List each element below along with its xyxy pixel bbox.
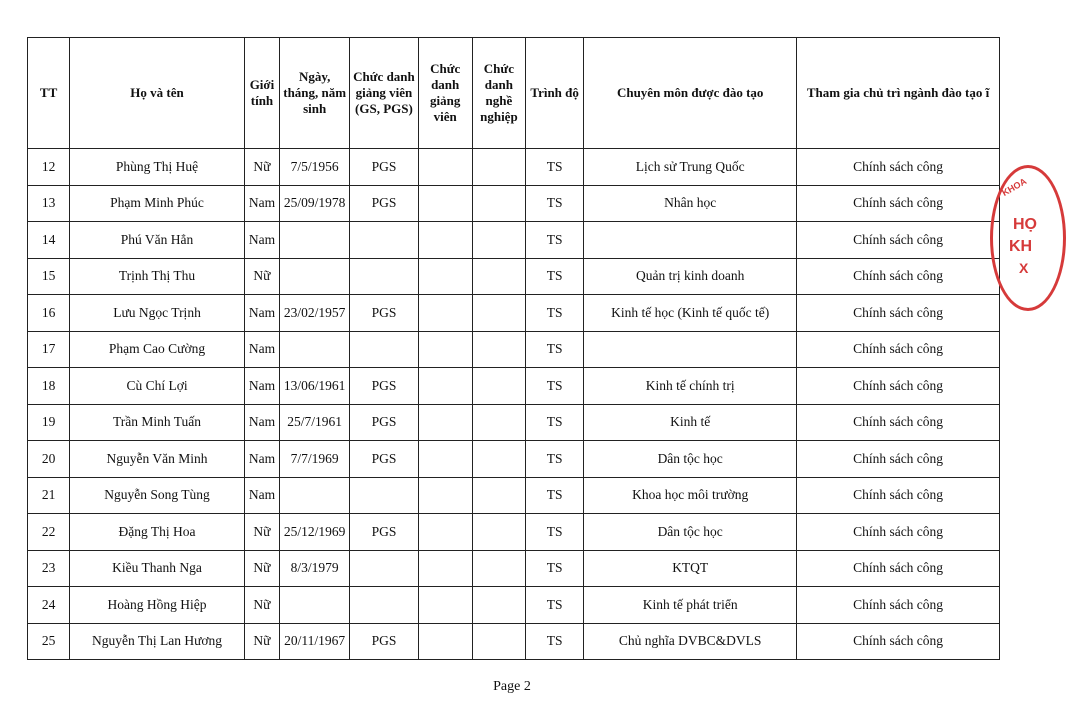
cell-specialty: Kinh tế [584, 404, 797, 441]
cell-specialty: Dân tộc học [584, 514, 797, 551]
cell-program: Chính sách công [797, 149, 1000, 186]
cell-gender: Nam [244, 331, 279, 368]
cell-specialty: Kinh tế học (Kinh tế quốc tế) [584, 295, 797, 332]
cell-lecturer-title [418, 477, 472, 514]
cell-professional-title [472, 514, 525, 551]
cell-name: Phạm Cao Cường [70, 331, 245, 368]
cell-professional-title [472, 258, 525, 295]
table-row [28, 404, 1000, 441]
cell-dob: 23/02/1957 [280, 295, 350, 332]
cell-degree: TS [526, 623, 584, 660]
cell-name: Phùng Thị Huệ [70, 149, 245, 186]
cell-dob: 20/11/1967 [280, 623, 350, 660]
cell-lecturer-title [418, 404, 472, 441]
cell-academic-title [350, 222, 418, 259]
cell-academic-title: PGS [350, 404, 418, 441]
cell-degree: TS [526, 258, 584, 295]
faculty-table [27, 37, 1000, 660]
cell-gender: Nữ [244, 258, 279, 295]
cell-gender: Nam [244, 404, 279, 441]
stamp-text: KHOA [1000, 176, 1029, 198]
cell-program: Chính sách công [797, 587, 1000, 624]
cell-professional-title [472, 368, 525, 405]
table-row [28, 441, 1000, 478]
table-row [28, 477, 1000, 514]
cell-degree: TS [526, 149, 584, 186]
cell-academic-title [350, 258, 418, 295]
cell-academic-title [350, 587, 418, 624]
cell-gender: Nam [244, 368, 279, 405]
cell-academic-title: PGS [350, 149, 418, 186]
stamp-text: HỌ [1013, 216, 1037, 233]
cell-program: Chính sách công [797, 331, 1000, 368]
cell-professional-title [472, 441, 525, 478]
cell-professional-title [472, 185, 525, 222]
cell-degree: TS [526, 404, 584, 441]
cell-tt: 21 [28, 477, 70, 514]
cell-lecturer-title [418, 514, 472, 551]
table-row [28, 258, 1000, 295]
cell-dob [280, 258, 350, 295]
cell-program: Chính sách công [797, 368, 1000, 405]
cell-gender: Nữ [244, 514, 279, 551]
cell-program: Chính sách công [797, 623, 1000, 660]
header-professional-title: Chức danh nghề nghiệp [472, 38, 525, 149]
cell-tt: 23 [28, 550, 70, 587]
cell-dob: 13/06/1961 [280, 368, 350, 405]
table-row [28, 550, 1000, 587]
cell-degree: TS [526, 295, 584, 332]
cell-lecturer-title [418, 185, 472, 222]
cell-dob: 7/5/1956 [280, 149, 350, 186]
cell-name: Trần Minh Tuấn [70, 404, 245, 441]
cell-lecturer-title [418, 587, 472, 624]
cell-gender: Nam [244, 185, 279, 222]
cell-academic-title: PGS [350, 368, 418, 405]
cell-degree: TS [526, 331, 584, 368]
cell-specialty [584, 222, 797, 259]
cell-degree: TS [526, 222, 584, 259]
cell-degree: TS [526, 587, 584, 624]
cell-specialty: KTQT [584, 550, 797, 587]
header-program: Tham gia chủ trì ngành đào tạo ĩ [797, 38, 1000, 149]
header-gender: Giới tính [244, 38, 279, 149]
cell-name: Trịnh Thị Thu [70, 258, 245, 295]
cell-degree: TS [526, 514, 584, 551]
cell-program: Chính sách công [797, 550, 1000, 587]
cell-lecturer-title [418, 295, 472, 332]
cell-academic-title [350, 550, 418, 587]
cell-lecturer-title [418, 623, 472, 660]
cell-tt: 24 [28, 587, 70, 624]
cell-gender: Nam [244, 222, 279, 259]
table-header-row [28, 38, 1000, 149]
cell-dob [280, 477, 350, 514]
table-row [28, 514, 1000, 551]
cell-tt: 25 [28, 623, 70, 660]
cell-gender: Nữ [244, 149, 279, 186]
cell-academic-title [350, 477, 418, 514]
cell-program: Chính sách công [797, 258, 1000, 295]
table-row [28, 368, 1000, 405]
cell-academic-title: PGS [350, 185, 418, 222]
cell-tt: 14 [28, 222, 70, 259]
table-row [28, 295, 1000, 332]
cell-name: Cù Chí Lợi [70, 368, 245, 405]
cell-academic-title: PGS [350, 623, 418, 660]
header-name: Họ và tên [70, 38, 245, 149]
cell-dob: 25/12/1969 [280, 514, 350, 551]
cell-name: Hoàng Hồng Hiệp [70, 587, 245, 624]
cell-lecturer-title [418, 149, 472, 186]
cell-academic-title: PGS [350, 295, 418, 332]
cell-dob: 25/09/1978 [280, 185, 350, 222]
cell-tt: 20 [28, 441, 70, 478]
cell-program: Chính sách công [797, 441, 1000, 478]
stamp-text: KH [1009, 238, 1033, 255]
cell-name: Nguyễn Thị Lan Hương [70, 623, 245, 660]
cell-tt: 22 [28, 514, 70, 551]
cell-specialty: Chủ nghĩa DVBC&DVLS [584, 623, 797, 660]
cell-degree: TS [526, 441, 584, 478]
cell-specialty: Kinh tế chính trị [584, 368, 797, 405]
table-row [28, 185, 1000, 222]
cell-professional-title [472, 295, 525, 332]
cell-gender: Nữ [244, 587, 279, 624]
cell-program: Chính sách công [797, 514, 1000, 551]
cell-degree: TS [526, 550, 584, 587]
cell-academic-title: PGS [350, 441, 418, 478]
table-row [28, 587, 1000, 624]
cell-academic-title [350, 331, 418, 368]
cell-program: Chính sách công [797, 222, 1000, 259]
cell-specialty: Lịch sử Trung Quốc [584, 149, 797, 186]
cell-program: Chính sách công [797, 477, 1000, 514]
cell-specialty: Nhân học [584, 185, 797, 222]
header-degree: Trình độ [526, 38, 584, 149]
cell-gender: Nam [244, 477, 279, 514]
cell-degree: TS [526, 477, 584, 514]
header-specialty: Chuyên môn được đào tạo [584, 38, 797, 149]
cell-professional-title [472, 149, 525, 186]
cell-lecturer-title [418, 331, 472, 368]
cell-professional-title [472, 404, 525, 441]
cell-dob [280, 222, 350, 259]
cell-lecturer-title [418, 441, 472, 478]
cell-program: Chính sách công [797, 185, 1000, 222]
cell-specialty: Kinh tế phát triển [584, 587, 797, 624]
cell-academic-title: PGS [350, 514, 418, 551]
cell-tt: 18 [28, 368, 70, 405]
header-dob: Ngày, tháng, năm sinh [280, 38, 350, 149]
cell-name: Nguyễn Văn Minh [70, 441, 245, 478]
cell-professional-title [472, 587, 525, 624]
cell-professional-title [472, 331, 525, 368]
cell-name: Lưu Ngọc Trịnh [70, 295, 245, 332]
cell-professional-title [472, 550, 525, 587]
cell-professional-title [472, 477, 525, 514]
cell-name: Kiều Thanh Nga [70, 550, 245, 587]
table-row [28, 623, 1000, 660]
cell-degree: TS [526, 185, 584, 222]
cell-degree: TS [526, 368, 584, 405]
cell-tt: 15 [28, 258, 70, 295]
table-row [28, 149, 1000, 186]
cell-dob [280, 587, 350, 624]
table-row [28, 331, 1000, 368]
stamp-text: X [1019, 260, 1029, 276]
cell-program: Chính sách công [797, 404, 1000, 441]
cell-professional-title [472, 222, 525, 259]
cell-specialty: Khoa học môi trường [584, 477, 797, 514]
cell-dob [280, 331, 350, 368]
cell-name: Phạm Minh Phúc [70, 185, 245, 222]
header-lecturer-title: Chức danh giảng viên [418, 38, 472, 149]
cell-gender: Nữ [244, 623, 279, 660]
cell-lecturer-title [418, 258, 472, 295]
cell-tt: 12 [28, 149, 70, 186]
header-academic-title: Chức danh giảng viên (GS, PGS) [350, 38, 418, 149]
page-number: Page 2 [493, 679, 531, 694]
header-tt: TT [28, 38, 70, 149]
table-row [28, 222, 1000, 259]
cell-dob: 8/3/1979 [280, 550, 350, 587]
cell-tt: 17 [28, 331, 70, 368]
cell-specialty: Quản trị kinh doanh [584, 258, 797, 295]
cell-gender: Nam [244, 295, 279, 332]
cell-gender: Nam [244, 441, 279, 478]
cell-name: Đặng Thị Hoa [70, 514, 245, 551]
cell-professional-title [472, 623, 525, 660]
cell-lecturer-title [418, 222, 472, 259]
cell-name: Phú Văn Hẳn [70, 222, 245, 259]
cell-specialty: Dân tộc học [584, 441, 797, 478]
cell-tt: 19 [28, 404, 70, 441]
cell-specialty [584, 331, 797, 368]
cell-tt: 13 [28, 185, 70, 222]
cell-dob: 7/7/1969 [280, 441, 350, 478]
cell-name: Nguyễn Song Tùng [70, 477, 245, 514]
cell-tt: 16 [28, 295, 70, 332]
cell-lecturer-title [418, 550, 472, 587]
cell-program: Chính sách công [797, 295, 1000, 332]
cell-dob: 25/7/1961 [280, 404, 350, 441]
red-seal-stamp [990, 165, 1066, 311]
cell-gender: Nữ [244, 550, 279, 587]
cell-lecturer-title [418, 368, 472, 405]
